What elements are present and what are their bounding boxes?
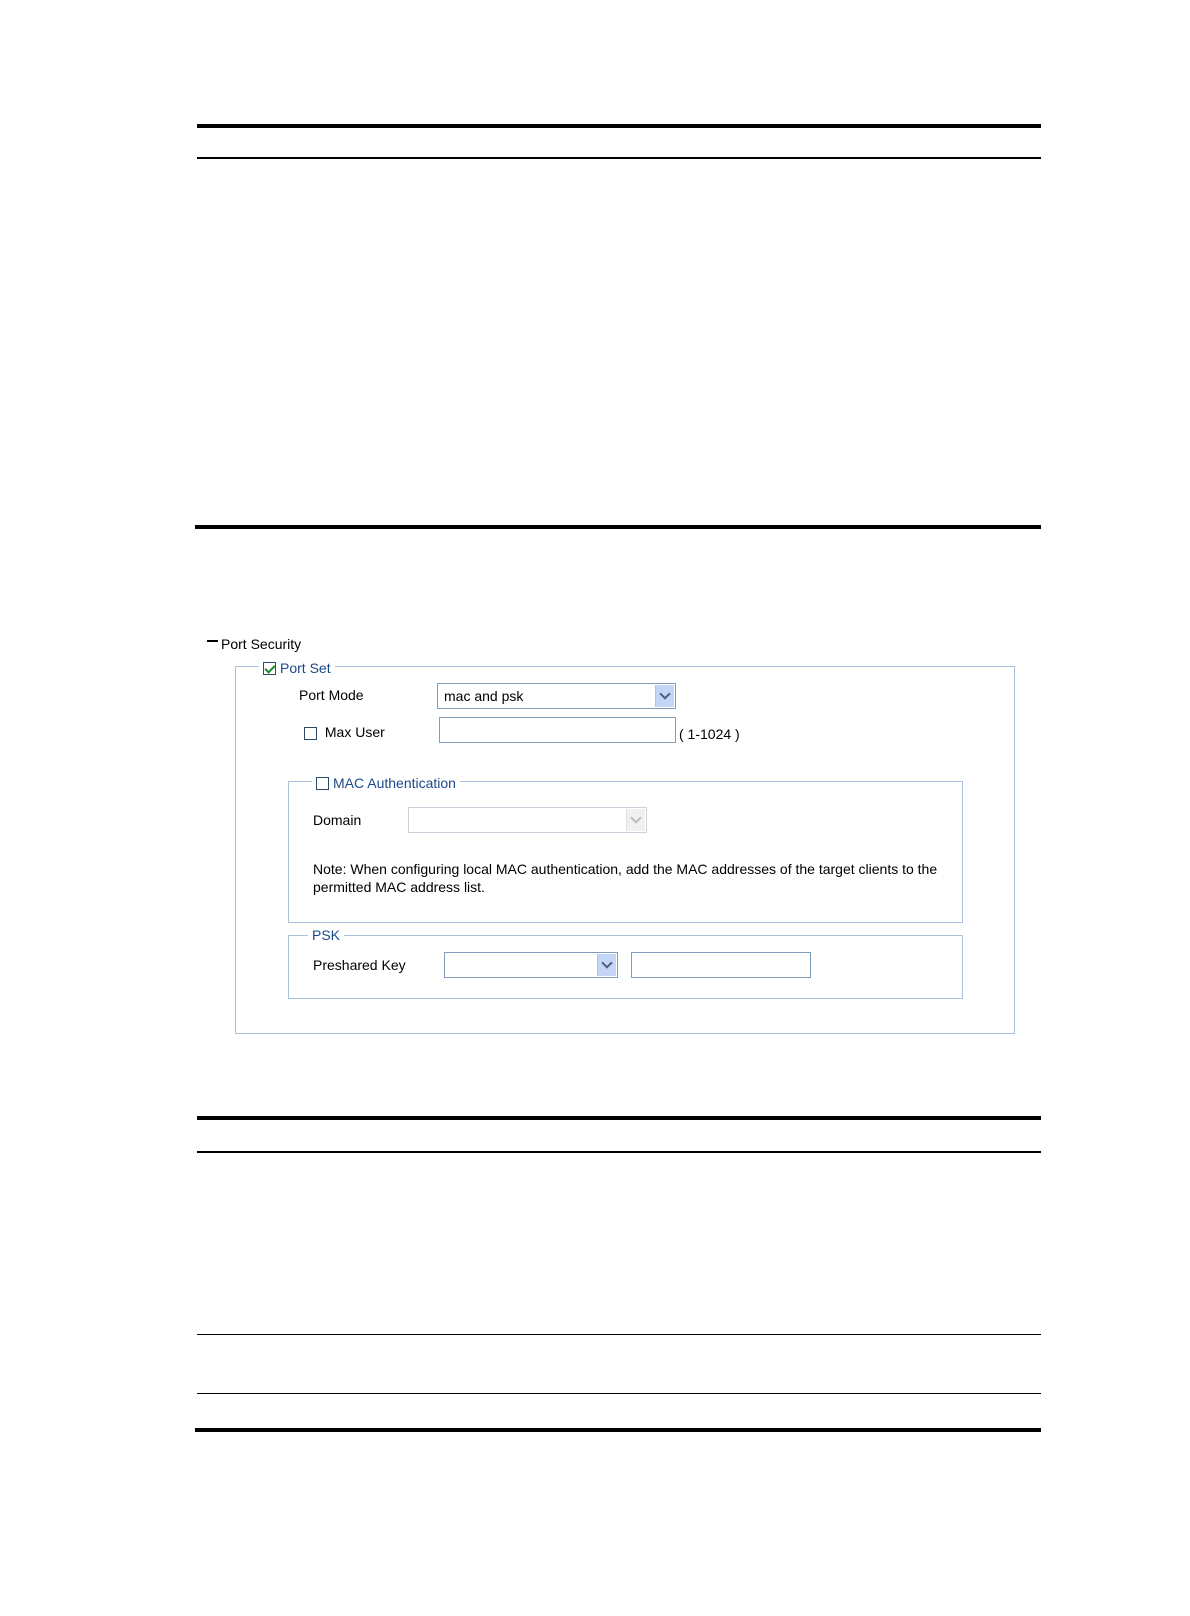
- max-user-input[interactable]: [439, 717, 676, 743]
- port-mode-select[interactable]: [437, 683, 676, 709]
- top-table-bottom-rule: [195, 525, 1041, 529]
- chevron-down-icon[interactable]: [597, 954, 616, 976]
- preshared-key-label: Preshared Key: [313, 957, 406, 973]
- preshared-key-input[interactable]: [631, 952, 811, 978]
- mac-auth-note: Note: When configuring local MAC authentication, add the MAC addresses of the target clients to the permitted MAC address list.: [313, 861, 938, 895]
- max-user-range: ( 1-1024 ): [679, 726, 740, 742]
- mac-auth-legend-label: MAC Authentication: [333, 775, 456, 791]
- domain-select[interactable]: [408, 807, 647, 833]
- bottom-table-header-rule: [197, 1151, 1041, 1153]
- domain-label: Domain: [313, 812, 362, 828]
- bottom-table-bottom-rule: [195, 1428, 1041, 1432]
- port-mode-value: mac and psk: [444, 688, 524, 704]
- mac-auth-checkbox[interactable]: [316, 777, 329, 790]
- bottom-table-top-rule: [197, 1116, 1041, 1120]
- port-set-legend-label: Port Set: [280, 660, 331, 676]
- max-user-row: [304, 724, 385, 740]
- chevron-down-icon[interactable]: [655, 685, 674, 707]
- mac-auth-fieldset: [288, 781, 963, 923]
- psk-legend-label: PSK: [312, 927, 341, 943]
- top-table-header-rule: [197, 157, 1041, 159]
- port-set-legend: [259, 659, 335, 677]
- section-title: Port Security: [221, 636, 302, 652]
- port-set-checkbox[interactable]: [263, 662, 276, 675]
- max-user-label: Max User: [324, 724, 385, 740]
- port-mode-label: Port Mode: [299, 687, 364, 703]
- max-user-checkbox[interactable]: [304, 727, 317, 740]
- top-table-top-rule: [197, 124, 1041, 128]
- mac-auth-legend: [312, 774, 460, 792]
- bottom-table-row-rule-1: [197, 1334, 1041, 1335]
- collapse-icon[interactable]: [207, 640, 218, 642]
- psk-legend: [308, 926, 344, 944]
- chevron-down-icon[interactable]: [626, 809, 645, 831]
- preshared-key-type-select[interactable]: [444, 952, 618, 978]
- bottom-table-row-rule-2: [197, 1393, 1041, 1394]
